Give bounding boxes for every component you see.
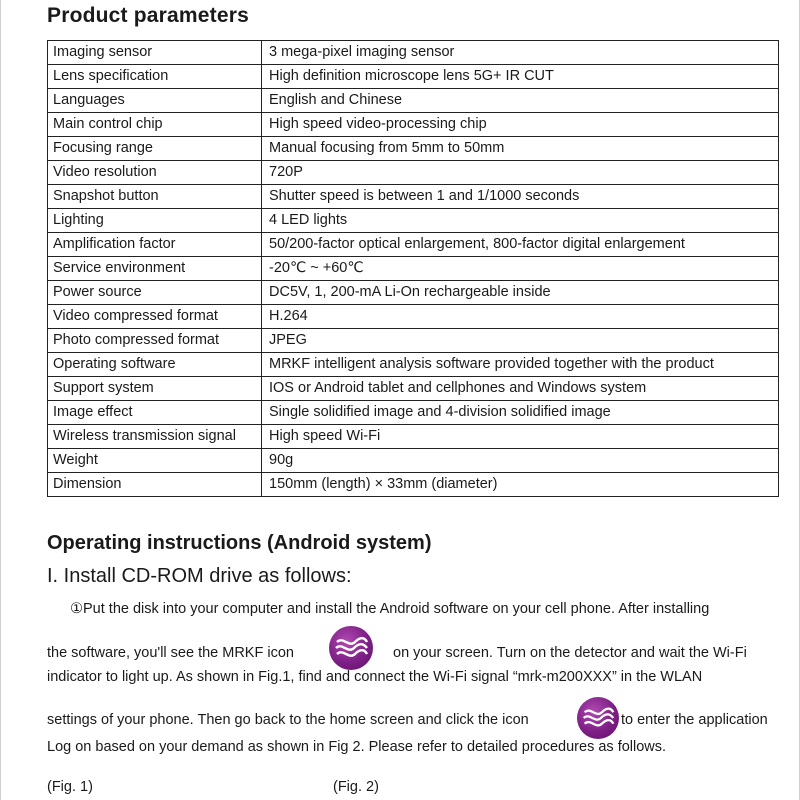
parameter-value-cell: 720P <box>262 161 779 185</box>
parameter-name-cell: Weight <box>48 449 262 473</box>
parameter-name-cell: Video resolution <box>48 161 262 185</box>
parameter-row <box>48 281 779 305</box>
parameter-value-cell: MRKF intelligent analysis software provided together with the product <box>262 353 779 377</box>
product-parameters-table <box>47 40 779 497</box>
parameter-value-cell: 3 mega-pixel imaging sensor <box>262 41 779 65</box>
instruction-line-1: ①Put the disk into your computer and install the Android software on your cell phone. After installing <box>70 601 710 617</box>
parameter-value-cell: DC5V, 1, 200-mA Li-On rechargeable inside <box>262 281 779 305</box>
parameter-name-cell: Imaging sensor <box>48 41 262 65</box>
parameter-name-cell: Lens specification <box>48 65 262 89</box>
parameter-row <box>48 329 779 353</box>
operating-instructions-title: Operating instructions (Android system) <box>47 532 432 554</box>
parameter-name-cell: Service environment <box>48 257 262 281</box>
product-parameters-title: Product parameters <box>47 4 250 27</box>
parameter-row <box>48 185 779 209</box>
figure-2-caption: (Fig. 2) <box>333 779 379 795</box>
instruction-line-4a: settings of your phone. Then go back to the home screen and click the icon <box>47 712 529 728</box>
parameter-value-cell: English and Chinese <box>262 89 779 113</box>
parameter-name-cell: Lighting <box>48 209 262 233</box>
parameter-row <box>48 209 779 233</box>
parameter-value-cell: JPEG <box>262 329 779 353</box>
parameter-value-cell: High definition microscope lens 5G+ IR CUT <box>262 65 779 89</box>
parameter-row <box>48 233 779 257</box>
mrkf-app-icon <box>329 626 373 670</box>
parameter-row <box>48 449 779 473</box>
parameter-row <box>48 305 779 329</box>
parameter-value-cell: IOS or Android tablet and cellphones and Windows system <box>262 377 779 401</box>
parameter-row <box>48 113 779 137</box>
parameter-value-cell: Single solidified image and 4-division solidified image <box>262 401 779 425</box>
parameter-row <box>48 161 779 185</box>
parameter-row <box>48 41 779 65</box>
parameter-name-cell: Operating software <box>48 353 262 377</box>
parameter-name-cell: Wireless transmission signal <box>48 425 262 449</box>
parameter-row <box>48 89 779 113</box>
instruction-line-2b: on your screen. Turn on the detector and wait the Wi-Fi <box>393 645 747 661</box>
parameter-name-cell: Focusing range <box>48 137 262 161</box>
parameter-value-cell: Shutter speed is between 1 and 1/1000 seconds <box>262 185 779 209</box>
parameter-name-cell: Languages <box>48 89 262 113</box>
parameter-name-cell: Power source <box>48 281 262 305</box>
parameter-value-cell: H.264 <box>262 305 779 329</box>
parameter-name-cell: Dimension <box>48 473 262 497</box>
parameter-name-cell: Image effect <box>48 401 262 425</box>
instruction-line-3: indicator to light up. As shown in Fig.1, find and connect the Wi-Fi signal “mrk-m200XXX” in the WLAN <box>47 669 703 685</box>
instruction-line-5: Log on based on your demand as shown in Fig 2. Please refer to detailed procedures as follows. <box>47 739 667 755</box>
parameter-row <box>48 473 779 497</box>
parameter-value-cell: High speed video-processing chip <box>262 113 779 137</box>
parameter-value-cell: 90g <box>262 449 779 473</box>
parameter-name-cell: Support system <box>48 377 262 401</box>
parameter-row <box>48 257 779 281</box>
parameter-name-cell: Main control chip <box>48 113 262 137</box>
parameter-value-cell: High speed Wi-Fi <box>262 425 779 449</box>
parameter-row <box>48 377 779 401</box>
instruction-line-2a: the software, you'll see the MRKF icon <box>47 645 294 661</box>
parameter-row <box>48 65 779 89</box>
parameter-value-cell: 50/200-factor optical enlargement, 800-factor digital enlargement <box>262 233 779 257</box>
parameter-row <box>48 137 779 161</box>
parameter-name-cell: Photo compressed format <box>48 329 262 353</box>
mrkf-app-icon-small <box>577 697 619 739</box>
parameters-table-body <box>48 41 779 497</box>
parameter-name-cell: Amplification factor <box>48 233 262 257</box>
parameter-value-cell: 150mm (length) × 33mm (diameter) <box>262 473 779 497</box>
parameter-value-cell: Manual focusing from 5mm to 50mm <box>262 137 779 161</box>
instruction-line-4b: to enter the application <box>621 712 768 728</box>
parameter-row <box>48 353 779 377</box>
parameter-value-cell: 4 LED lights <box>262 209 779 233</box>
parameter-value-cell: -20℃ ~ +60℃ <box>262 257 779 281</box>
figure-1-caption: (Fig. 1) <box>47 779 93 795</box>
parameter-row <box>48 401 779 425</box>
parameter-name-cell: Video compressed format <box>48 305 262 329</box>
parameter-name-cell: Snapshot button <box>48 185 262 209</box>
install-cdrom-heading: I. Install CD-ROM drive as follows: <box>47 565 352 587</box>
parameter-row <box>48 425 779 449</box>
